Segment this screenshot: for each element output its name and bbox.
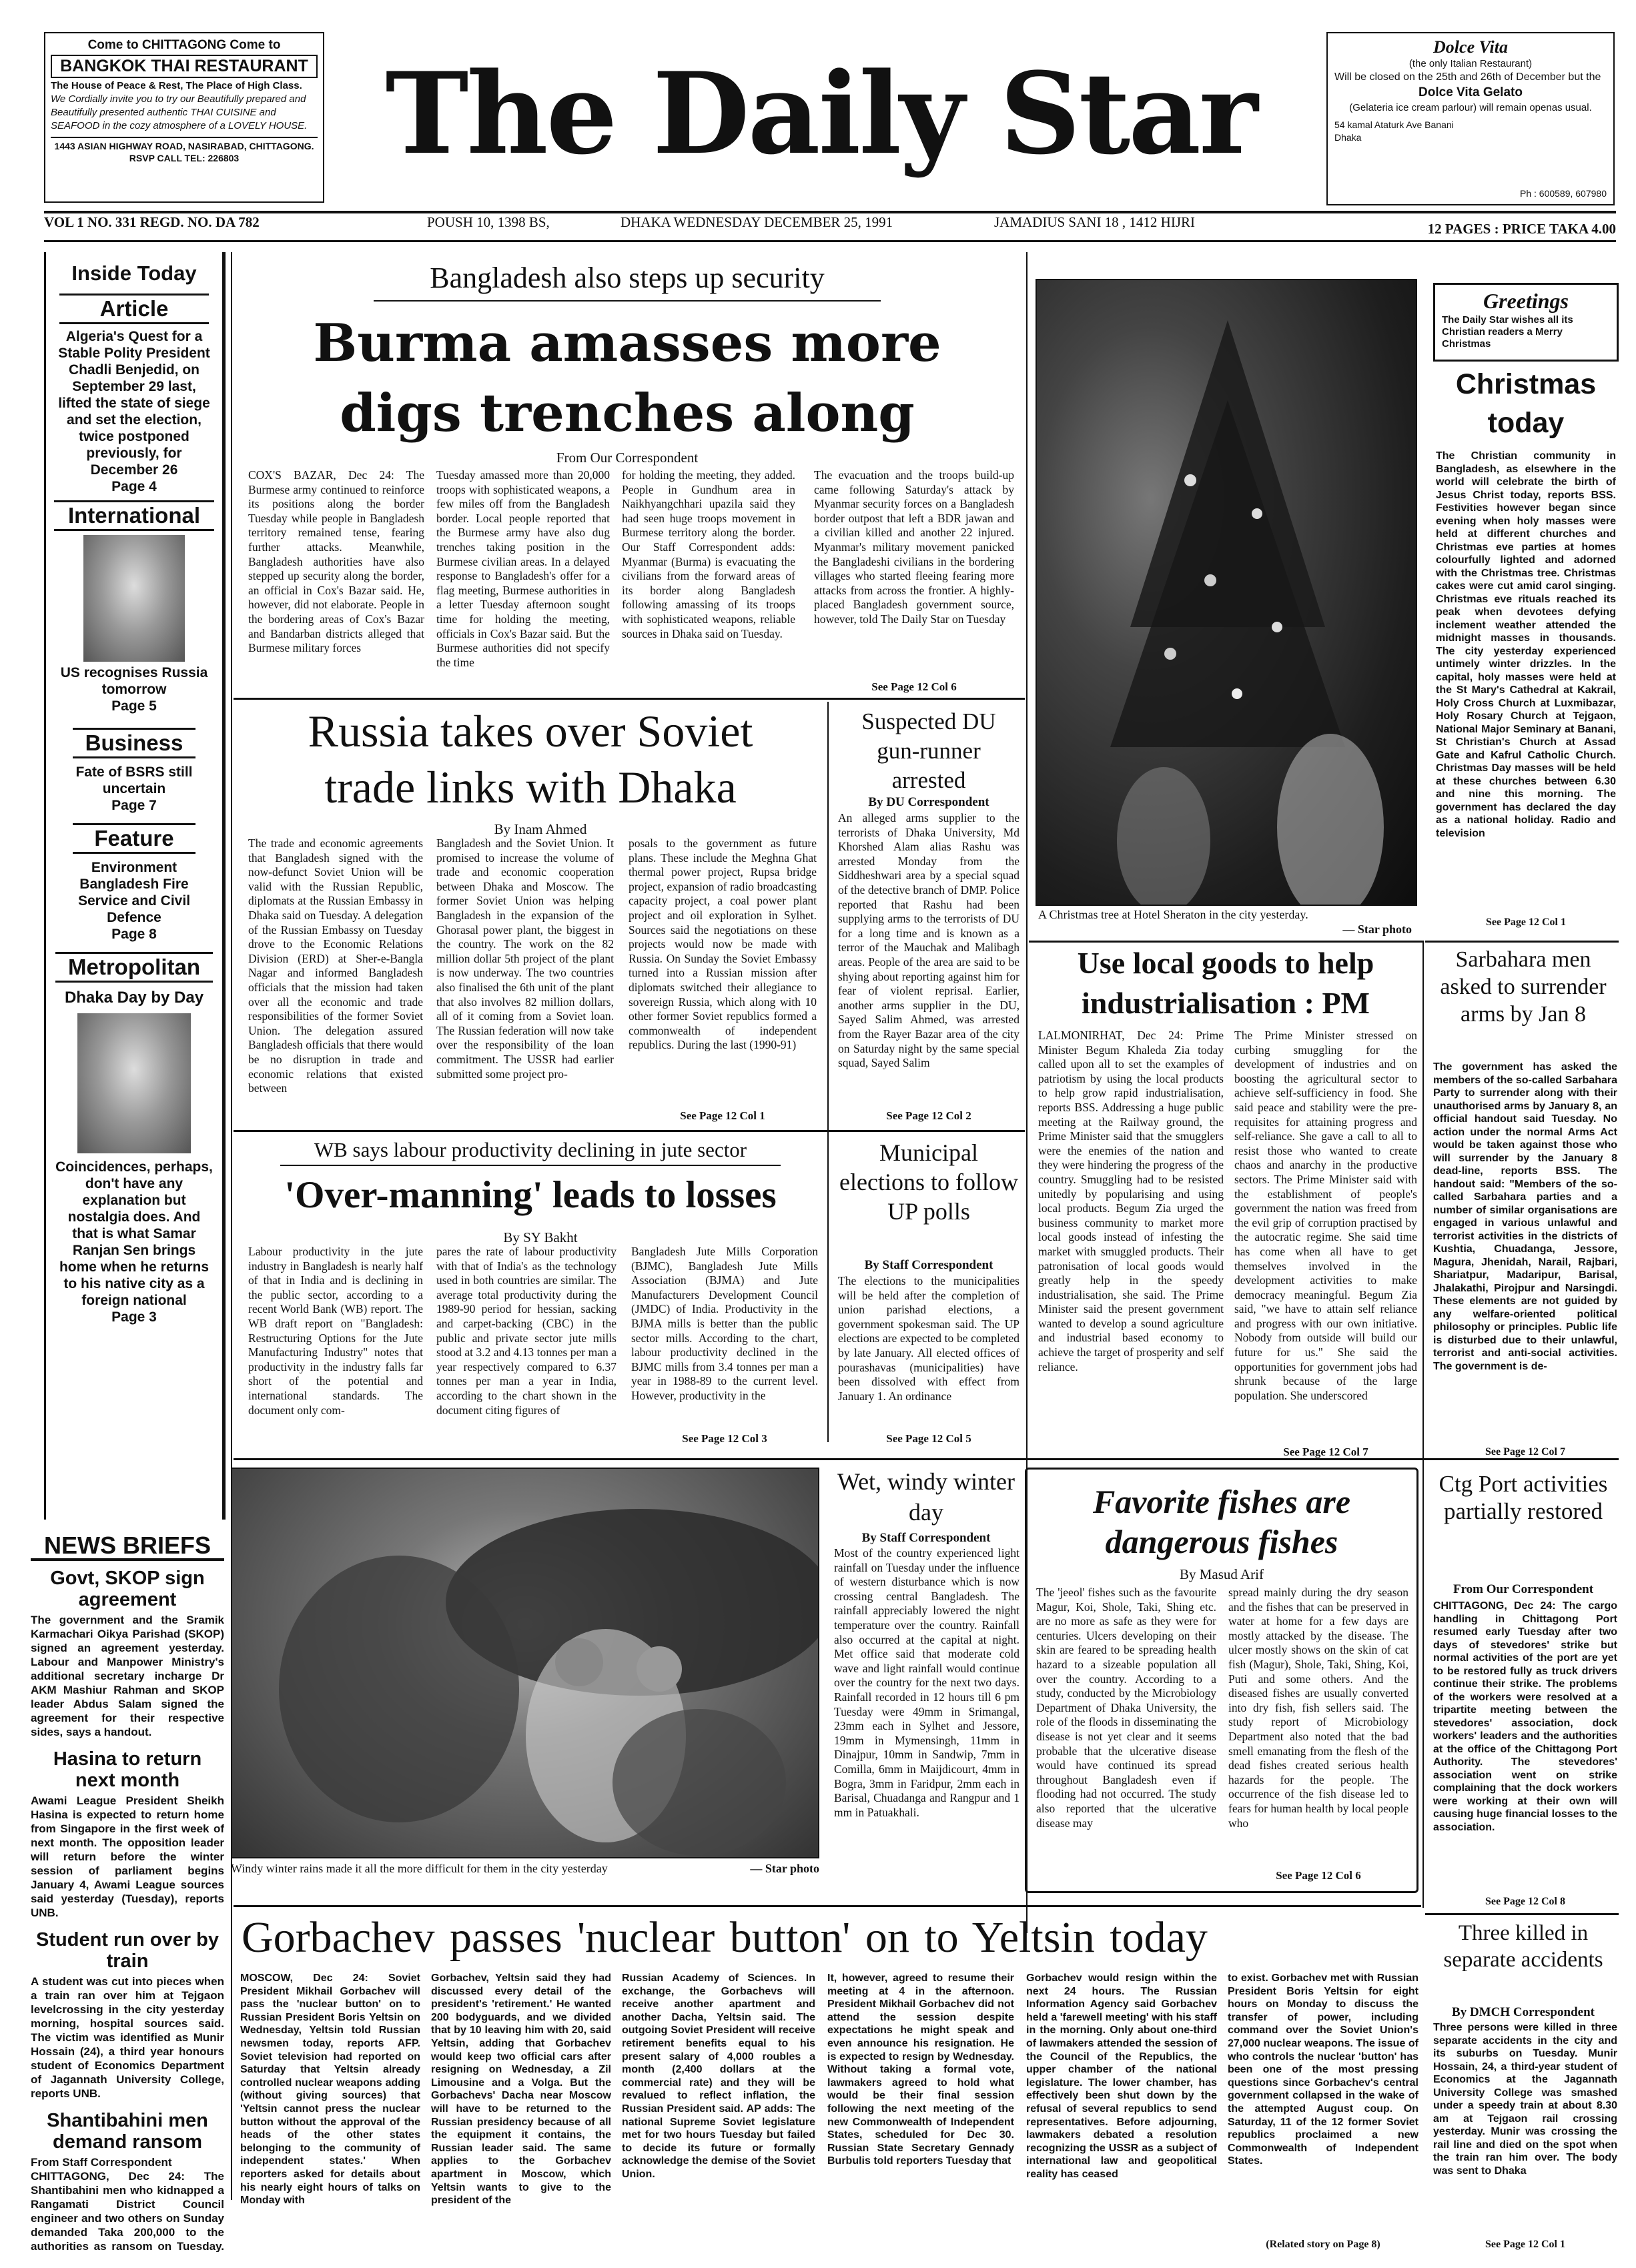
pm-col-1: LALMONIRHAT, Dec 24: Prime Minister Begum Khaleda Zia today called upon all to set the examples of patriotism by using the local products to help grow rapid industrialisation, reports BSS. Addressing a huge public meeting at the Railway ground, the Prime Minister said that the smugglers were the enemies of the nation and they were hindering the progress of the country. Smuggling had to be resisted unitedly by popularising and using local products. Begum Zia urged the business community to market more local goods instead of infesting the market with smuggled products. Their patronisation of local goods would greatly help in the speedy industrialisation, she said. The Prime Minister said the present government wanted to develop a sound agriculture and industrial based economy to achieve the target of prosperity and self reliance. [1038, 1029, 1224, 1373]
burma-headline-2: digs trenches along [340, 383, 915, 444]
municipal-byline: By Staff Correspondent [864, 1258, 993, 1272]
burma-jump: See Page 12 Col 6 [871, 680, 957, 693]
inside-international-label: International [54, 500, 214, 531]
inside-feature-page: Page 8 [111, 927, 157, 942]
burma-byline: From Our Correspondent [556, 450, 699, 466]
burma-col-3: for holding the meeting, they added. People in Gundhum area in Naikhyangchhari upazila said they had seen huge troops movement in Burmese territory along the border. Our Staff Correspondent adds: Myanmar (Burma) is evacuating the civilians from the forward areas of its border along Bangladesh following amassing of its troops with sophisticated weapons, reliable sources in Dhaka said on Tuesday. [622, 468, 795, 640]
inside-today-box [44, 252, 226, 1520]
jute-col-1: Labour productivity in the jute industry in Bangladesh is nearly half of that in India and is declining in the public sector, according to a recent World Bank (WB) report. The WB draft report on "Bangladesh: Restructuring Options for the Jute Manufacturing Industry" notes that productivity in the industry falls far short of the potential and international standards. The document only com- [248, 1245, 423, 1417]
du-byline: By DU Correspondent [868, 795, 989, 809]
inside-metropolitan-sub: Dhaka Day by Day [64, 989, 204, 1007]
christmas-body: The Christian community in Bangladesh, as elsewhere in the world will celebrate the birth of Jesus Christ today, reports BSS. Festivities however began since evening when holy masses were held at different churches and Christmas eve parties at homes colourfully lighted and adorned with the Christmas tree. Christmas cakes were cut amid carol singing. Christmas eve rituals reached its peak when devotees defying inclement weather attended the midnight masses in thousands. The city yesterday experienced untimely winter drizzles. In the capital, holy masses were held at the St Mary's Cathedral at Kakrail, Holy Cross Church at Luxmibazar, Holy Rosary Church at Tejgaon, National Major Seminary at Banani, St Christian's Church at Assad Gate and Kafrul Catholic Church. Christmas Day masses will be held at these churches between 6.30 and nine this morning. The government has declared the day as a national holiday. Radio and television [1436, 450, 1616, 839]
inside-business-page: Page 7 [111, 798, 157, 813]
gorbachev-col-3: Russian Academy of Sciences. In exchange, the Gorbachevs will receive another apartment and another Dacha, Yeltsin said. The outgoing Soviet President will receive retirement benefits equal to his present salary of 4,000 roubles a month (2,400 dollars at the commercial rate) and they will be revalued to reflect inflation, the Russian President said. AP adds: The national Supreme Soviet legislature met for two hours Tuesday but failed to decide its future or formally acknowledge the demise of the Soviet Union. [622, 1972, 815, 2180]
news-briefs-column [31, 1565, 224, 2252]
russia-headline-1: Russia takes over Soviet [308, 706, 753, 756]
pm-headline-2: industrialisation : PM [1082, 986, 1370, 1020]
jute-headline: 'Over-manning' leads to losses [284, 1174, 777, 1216]
dateline-volume: VOL 1 NO. 331 REGD. NO. DA 782 [44, 214, 260, 230]
greetings-text: The Daily Star wishes all its Christian readers a Merry Christmas [1442, 314, 1573, 350]
burma-kicker: Bangladesh also steps up security [430, 261, 825, 294]
pm-headline-1: Use local goods to help [1077, 946, 1374, 980]
inside-metropolitan-label: Metropolitan [55, 952, 213, 983]
brief-2-text: Awami League President Sheikh Hasina is expected to return home from Singapore in the first week of next month. The opposition leader will return before the winter session of parliament begins January 4, Awami League sources said yesterday (Tuesday), reports UNB. [31, 1794, 224, 1919]
gorbachev-jump: (Related story on Page 8) [1266, 2239, 1380, 2250]
ad-bangkok-thai [44, 32, 324, 203]
gorbachev-col-4: It, however, agreed to resume their meeting at 4 in the afternoon. President Mikhail Gorbachev did not attend the session despite expectations he might speak and even announce his resignation. He is expected to resign by Wednesday. Without taking a formal vote, lawmakers agreed to hold what would be their final session following the next meeting of the new Commonwealth of Independent States, scheduled for Dec 30. Russian State Secretary Gennady Burbulis told reporters Tuesday that [827, 1972, 1014, 2167]
weather-headline: Wet, windy winter day [837, 1468, 1015, 1526]
dateline-price: 12 PAGES : PRICE TAKA 4.00 [1427, 221, 1616, 237]
brief-4-byline: From Staff Correspondent [31, 2156, 172, 2169]
gorbachev-col-1: MOSCOW, Dec 24: Soviet President Mikhail Gorbachev will pass the 'nuclear button' on to Russian President Boris Yeltsin on Wednesday, Yeltsin told Russian newsmen today, reports AFP. Soviet television had reported on Saturday that Yeltsin already controlled nuclear weapons adding (without giving sources) that 'Yeltsin cannot press the nuclear button without the approval of the heads of the other states belonging to the community of independent states.' When reporters asked for details about his nearly eight hours of talks on Monday with [240, 1972, 420, 2207]
sarbahara-headline: Sarbahara men asked to surrender arms by Jan 8 [1440, 947, 1607, 1027]
inside-international-page: Page 5 [111, 698, 157, 714]
inside-article-label: Article [59, 294, 209, 324]
christmas-tree-credit: — Star photo [1342, 923, 1412, 936]
brief-3-head: Student run over by train [36, 1929, 219, 1972]
fishes-byline: By Masud Arif [1180, 1566, 1264, 1582]
pm-jump: See Page 12 Col 7 [1283, 1446, 1368, 1458]
du-body: An alleged arms supplier to the terrorists of Dhaka University, Md Khorshed Alam alias Rashu was arrested Monday from the Siddheshwari area by a special squad of the detective branch of DMP. Police reported that Rashu had been supplying arms to the terrorists of DU for a long time and is known as a terror of the Mauchak and Malibagh areas. People of the area are said to be shying about reporting against him for fear of violent reprisal. Earlier, another arms supplier in the DU, Sayed Salim Ahmed, was arrested from the Rayer Bazar area of the city on Saturday night by the same special squad, Sayed Salim [838, 811, 1019, 1070]
inside-international-text: US recognises Russia tomorrow [60, 665, 208, 697]
accidents-byline: By DMCH Correspondent [1452, 2005, 1595, 2019]
burma-col-1: COX'S BAZAR, Dec 24: The Burmese army continued to reinforce its positions along the border Tuesday while people in Bangladesh territory remained tense, fearing further attacks. Meanwhile, Bangladesh authorities have also stepped up security along the border, an official in Cox's Bazar said. He, however, did not elaborate. People in the bordering areas of Cox's Bazar and Bandarban districts alleged that Burmese military forces [248, 468, 424, 655]
inside-business-label: Business [73, 728, 195, 758]
ctg-headline: Ctg Port activities partially restored [1439, 1471, 1608, 1524]
christmas-jump: See Page 12 Col 1 [1486, 917, 1566, 928]
gorbachev-headline: Gorbachev passes 'nuclear button' on to Yeltsin today [242, 1913, 1208, 1962]
ad-right-address: 54 kamal Ataturk Ave Banani Dhaka [1334, 119, 1454, 143]
inside-article-text: Algeria's Quest for a Stable Polity President Chadli Benjedid, on September 29 last, lifted the state of siege and set the election, twice postponed previously, for December 26 [58, 329, 210, 478]
greetings-box [1433, 283, 1619, 362]
rule-russia-bottom [234, 1130, 827, 1132]
russia-headline-2: trade links with Dhaka [324, 762, 737, 812]
accidents-body: Three persons were killed in three separate accidents in the city and its suburbs on Tuesday. Munir Hossain, 24, a third-year student of Economics at the Jagannath University College was smashed under a speedy train at about 8.30 am at Tejgaon rail crossing yesterday. Munir was crossing the rail line and died on the spot when the train ran him over. The body was sent to Dhaka [1433, 2022, 1617, 2177]
rule-bottom-band [234, 1905, 1421, 1907]
rule-main-left [231, 252, 232, 2200]
rule-right-sidebar [1422, 941, 1424, 1908]
christmas-head-1: Christmas [1455, 368, 1597, 400]
inside-business-text: Fate of BSRS still uncertain [75, 764, 193, 796]
fishes-col-1: The 'jeeol' fishes such as the favourite Magur, Koi, Shole, Taki, Shing etc. are no more as safe as they were for centuries. Ulcers developing on their skin are feared to be spreading health hazard to a sizeable population all over the country. According to a study, conducted by the Microbiology Department of Dhaka University, the role of the floods in disseminating the disease is not yet clear and it seems probable that the ulcerative disease would have continued its spread throughout Bangladesh even if flooding had not occurred. The study also reported that the ulcerative disease may [1036, 1586, 1216, 1830]
ad-left-address: 1443 ASIAN HIGHWAY ROAD, NASIRABAD, CHITTAGONG. RSVP CALL TEL: 226803 [51, 137, 318, 164]
ad-right-phone: Ph : 600589, 607980 [1519, 188, 1607, 199]
rule-russia-du [827, 702, 829, 1442]
tree-silhouette [1037, 280, 1417, 906]
brief-1-head: Govt, SKOP sign agreement [50, 1568, 205, 1610]
fishes-headline-2: dangerous fishes [1105, 1523, 1338, 1560]
du-jump: See Page 12 Col 2 [886, 1109, 971, 1122]
ad-right-body1: Will be closed on the 25th and 26th of December but the [1334, 71, 1601, 83]
brief-4-text: CHITTAGONG, Dec 24: The Shantibahini men who kidnapped a Rangamati District Council engineer and two others on Sunday demanded Taka 200,000 to the authorities as ransom on Tuesday. [31, 2170, 224, 2252]
jute-col-3: Bangladesh Jute Mills Corporation (BJMC), Bangladesh Jute Mills Association (BJMA) and Jute Manufacturers Development Council (JMDC) of India. Productivity in the BJMA mills is better than the public sector mills. According to the chart, labour productivity declined in the BJMC mills from 3.4 tonnes per man a year in 1988-89 to the current level. However, productivity in the [631, 1245, 818, 1402]
accidents-headline: Three killed in separate accidents [1443, 1921, 1603, 1972]
ctg-body: CHITTAGONG, Dec 24: The cargo handling in Chittagong Port resumed early Tuesday after two days of stevedores' strike but normal activities of the port are yet to be restored fully as truck drivers continue their strike. The problems of the workers were resolved at a tripartite meeting between the stevedores' association, dock workers' leaders and the authorities at the office of the Chittagong Port Authority. The stevedores' association went on strike complaining that the dock workers were working at their own will causing huge financial losses to the association. [1433, 1600, 1617, 1833]
dateline-hijri: JAMADIUS SANI 18 , 1412 HIJRI [994, 214, 1196, 230]
russia-col-2: Bangladesh and the Soviet Union. It promised to increase the volume of trade and economic cooperation between Dhaka and Moscow. The former Soviet Union was helping Bangladesh in the expansion of the Ghorasal power plant, the biggest in the country. The work on the 82 million dollar 5th project of the plant is now underway. The two countries also finalised the 6th unit of the plant that also involves 82 million dollars, all of it coming from a Soviet loan. The Russian federation will now take over the responsibility of the loan commitment. The USSR had earlier submitted some project pro- [436, 836, 614, 1081]
inside-metropolitan-photo [77, 1013, 191, 1153]
rule-middle-band [234, 1458, 1619, 1460]
inside-feature-text: Environment Bangladesh Fire Service and Civil Defence [77, 860, 191, 925]
pm-col-2: The Prime Minister stressed on curbing smuggling for the development of industries and on boosting the agricultural sector to achieve self-sufficiency in food. She said peace and stability were the pre-requisites for attaining progress and self-reliance. She gave a call to all to resist those who wanted to create chaos and anarchy in the productive sectors. The Prime Minister said with the establishment of people's government the nation was freed from the evil grip of corruption practised by the autocratic regime. She said time has come when all have to get themselves involved in the development activities to make democracy meaningful. Begum Zia said, "we have to attain self reliance and progress with our own initiative. Nobody from outside will build our future for us." She said the opportunities for government jobs had shrunk because of the large population. She underscored [1234, 1029, 1417, 1402]
masthead-title: The Daily Star [385, 47, 1256, 179]
news-briefs-label: NEWS BRIEFS [31, 1530, 224, 1561]
rule-ctg-bottom [1425, 1913, 1619, 1915]
ad-right-title: Dolce Vita [1433, 37, 1508, 57]
greetings-title: Greetings [1483, 289, 1569, 313]
fishes-jump: See Page 12 Col 6 [1276, 1869, 1361, 1882]
rule-sarbahara-top [1425, 941, 1619, 943]
inside-metropolitan-text: Coincidences, perhaps, don't have any explanation but nostalgia does. And that is what Samar Ranjan Sen brings home when he returns to his native city as a foreign national [55, 1159, 213, 1308]
ad-left-body: We Cordially invite you to try our Beautifully prepared and Beautifully presented authentic THAI CUISINE and SEAFOOD in the cozy atmosphere of a LOVELY HOUSE. [51, 93, 308, 131]
brief-3-text: A student was cut into pieces when a train ran over him at Tejgaon levelcrossing in the city yesterday morning, hospital sources said. The victim was identified as Munir Hossain (24), a third year honours student of Economics Department of Jagannath University College, reports UNB. [31, 1975, 224, 2100]
ad-left-line3: The House of Peace & Rest, The Place of High Class. [51, 80, 302, 91]
fishes-col-2: spread mainly during the dry season and the fishes that can be preserved in water at home for a few days are mostly attacked by the disease. The ulcer mostly shows on the skin of cat fish (Magur), Shole, Taki, Shing, Koi, Puti and some others. And the diseased fishes are usually converted into dry fish, fish sellers said. The study report of Microbiology Department also noted that the bad smell emanating from the flesh of the dead fishes created serious health hazards for the people. The occurrence of the fish disease led to fears for human health by local people who [1228, 1586, 1408, 1830]
ad-left-line1: Come to CHITTAGONG Come to [87, 38, 281, 52]
accidents-jump: See Page 12 Col 1 [1485, 2239, 1565, 2250]
gorbachev-col-6: to exist. Gorbachev met with Russian President Boris Yeltsin for eight hours on Monday to discuss the transfer of power, including command over the Soviet Union's 27,000 nuclear weapons. The issue of who controls the nuclear 'button' has been one of the most pressing questions since Gorbachev's central government collapsed in the wake of the attempted August coup. On Saturday, 11 of the 12 former Soviet republics proclaimed a new Commonwealth of Independent States. [1228, 1972, 1418, 2167]
municipal-jump: See Page 12 Col 5 [886, 1432, 971, 1445]
inside-international-photo [83, 535, 185, 662]
brief-2-head: Hasina to return next month [53, 1748, 202, 1791]
brief-1-text: The government and the Sramik Karmachari Oikya Parishad (SKOP) signed an agreement yesterday. Labour and Manpower Ministry's additional secretary incharge Dr AKM Mashiur Rahman and SKOP leader Abdus Salam signed the agreement for their respective sides, says a handout. [31, 1614, 224, 1738]
burma-col-2: Tuesday amassed more than 20,000 troops with sophisticated weapons, a few miles off from the Bangladesh border. Local people reported that the Burmese army have also dug trenches taking position in the Burmese civilian areas. In a delayed response to Bangladesh's offer for a flag meeting, Burmese authorities in a letter Tuesday afternoon sought time for holding the meeting, officials in Cox's Bazar said. But the Burmese authorities did not specify the time [436, 468, 610, 669]
russia-byline: By Inam Ahmed [494, 821, 587, 837]
jute-jump: See Page 12 Col 3 [682, 1432, 767, 1445]
ctg-jump: See Page 12 Col 8 [1485, 1896, 1565, 1907]
rain-photo-credit: — Star photo [750, 1862, 819, 1875]
municipal-headline: Municipal elections to follow UP polls [839, 1139, 1018, 1225]
sarbahara-jump: See Page 12 Col 7 [1485, 1446, 1565, 1458]
ad-right-body2: (Gelateria ice cream parlour) will remain openas usual. [1349, 102, 1592, 113]
jute-kicker: WB says labour productivity declining in jute sector [314, 1138, 747, 1161]
dateline-bs: POUSH 10, 1398 BS, [427, 214, 550, 230]
jute-col-2: pares the rate of labour productivity with that of India's as the technology used in both countries are similar. The average total productivity during the 1989-90 period for hessian, sacking and carpet-backing (CBC) in the public and private sector jute mills stood at 3.2 and 4.13 tonnes per man a year respectively compared to 6.37 tonnes per man a year in India, according to the chart shown in the document citing figures of [436, 1245, 617, 1417]
rule-pm-top [1029, 941, 1422, 943]
gorbachev-col-5: Gorbachev would resign within the next 24 hours. The Russian Information Agency said Gorbachev held a 'farewell meeting' with his staff in the morning. Only about one-third of lawmakers attended the session of the Council of the Republics, the upper chamber of the national legislature. The lower chamber, has effectively been shut down by the refusal of several republics to send representatives. Before adjourning, lawmakers debated a resolution recognizing the USSR as a subject of international law and geopolitical reality has ceased [1026, 1972, 1217, 2180]
rain-photo-caption: Windy winter rains made it all the more difficult for them in the city yesterday [231, 1862, 608, 1875]
rule-du-bottom [829, 1130, 1025, 1132]
inside-today-title: Inside Today [71, 261, 197, 285]
rain-photo [231, 1468, 819, 1858]
ad-right-sub: (the only Italian Restaurant) [1408, 58, 1533, 69]
russia-jump: See Page 12 Col 1 [680, 1109, 765, 1122]
ad-left-line2: BANGKOK THAI RESTAURANT [51, 55, 318, 78]
weather-byline: By Staff Correspondent [861, 1531, 991, 1545]
christmas-tree-photo [1036, 279, 1417, 906]
ad-dolce-vita [1326, 32, 1615, 205]
ctg-byline: From Our Correspondent [1453, 1582, 1594, 1596]
inside-article-page: Page 4 [111, 479, 157, 494]
rain-figures [232, 1469, 819, 1858]
russia-col-1: The trade and economic agreements that Bangladesh signed with the now-defunct Soviet Union will be valid with the Russian Republic, diplomats at the Russian Embassy in Dhaka said on Tuesday. A delegation of the Russian Embassy on Tuesday drove to the Economic Relations Division (ERD) at Sher-e-Bangla Nagar and informed Bangladesh officials that the mission had taken over all the economic and trade responsibilities of the former Soviet Union. The delegation assured Bangladesh officials that there would be no disruption in trade and economic relations that existed between [248, 836, 423, 1095]
dateline-bottom-rule [44, 240, 1616, 242]
jute-kicker-rule [280, 1165, 781, 1166]
municipal-body: The elections to the municipalities will be held after the completion of union parishad elections, a government spokesman said. The UP elections are expected to be completed by late January. All elected offices of pourashavas (municipalities) have been dissolved with effect from January 1. An ordinance [838, 1274, 1019, 1403]
weather-body: Most of the country experienced light rainfall on Tuesday under the influence of western disturbance which is now crossing central Bangladesh. The rainfall appreciably lowered the night temperature over the country. Rainfall also occurred at the capital at night. Met office said that moderate cold wave and light rainfall would continue over the country for the next two days. Rainfall recorded in 12 hours till 6 pm Tuesday were 49mm in Srimangal, 23mm each in Sylhet and Jessore, 19mm in Mymensingh, 11mm in Dinajpur, 10mm in Sandwip, 7mm in Comilla, 6mm in Maijdicourt, 4mm in Bogra, 3mm in Faridpur, 2mm each in Barisal, Chuadanga and Rangpur and 1 mm in Patuakhali. [834, 1546, 1019, 1819]
ad-right-name: Dolce Vita Gelato [1418, 85, 1523, 99]
fishes-headline-1: Favorite fishes are [1092, 1483, 1351, 1520]
inside-metropolitan-page: Page 3 [111, 1309, 157, 1325]
dateline-date: DHAKA WEDNESDAY DECEMBER 25, 1991 [621, 214, 893, 230]
inside-feature-label: Feature [73, 823, 195, 854]
burma-col-4: The evacuation and the troops build-up came following Saturday's attack by Myanmar security forces on a Bangladesh border outpost that left a BDR jawan and a civilian killed and another 22 injured. Myanmar's military movement panicked the Bangladeshi civilians in the bordering villages who started fleeing fearing more attacks from across the frontier. A highly-placed Bangladesh government source, however, told The Daily Star on Tuesday [814, 468, 1014, 626]
burma-kicker-rule [374, 300, 881, 302]
burma-headline-1: Burma amasses more [313, 313, 941, 374]
jute-byline: By SY Bakht [503, 1229, 578, 1245]
rule-burma-bottom [234, 698, 1025, 700]
christmas-head-2: today [1487, 407, 1565, 439]
fishes-box [1025, 1468, 1418, 1893]
sarbahara-body: The government has asked the members of the so-called Sarbahara Party to surrender along with their unauthorised arms by January 8, an official handout said Tuesday. No action under the normal Arms Act would be taken against those who will surrender by the January 8 dead-line, reports BSS. The handout said: "Members of the so-called Sarbahara parties and a number of similar organisations are engaged in various unlawful and terrorist activities in the districts of Kushtia, Chuadanga, Jessore, Magura, Jhenidah, Narail, Rajbari, Shariatpur, Madaripur, Barisal, Jhalakathi, Pirojpur and Narsingdi. These elements are not guided by any welfare-oriented political philosophy or principles. Public life is disturbed due to their unlawful, terrorist and anti-social activities. The government is de- [1433, 1061, 1617, 1372]
russia-col-3: posals to the government as future plans. These include the Meghna Ghat thermal power project, Rupsa bridge project, expansion of radio broadcasting capacity project, a coal power plant project and oil exploration in Sylhet. Sources said the negotiations on these projects would now be made with Russia. On Sunday the Soviet Embassy turned into a Russian mission after diplomats switched their allegiance to sovereign Russia, which along with 10 other former Soviet republics formed a commonwealth of independent republics. During the last (1990-91) [629, 836, 817, 1052]
christmas-tree-caption: A Christmas tree at Hotel Sheraton in the city yesterday. [1038, 908, 1308, 921]
du-headline: Suspected DU gun-runner arrested [861, 708, 996, 793]
brief-4-head: Shantibahini men demand ransom [47, 2110, 208, 2153]
gorbachev-col-2: Gorbachev, Yeltsin said they had discussed every detail of the president's 'retirement.' He wanted 200 bodyguards, and we divided that by 10 leaving him with 20, said Yeltsin, adding that Gorbachev would keep two official cars after resigning on Wednesday, a Zil Limousine and a Volga. But the Gorbachevs' Dacha near Moscow will have to be returned to the Russian presidency because of all the equipment it contains, the Russian leader said. The same applies to the Gorbachev apartment in Moscow, which Yeltsin wants to give to the president of the [431, 1972, 611, 2207]
